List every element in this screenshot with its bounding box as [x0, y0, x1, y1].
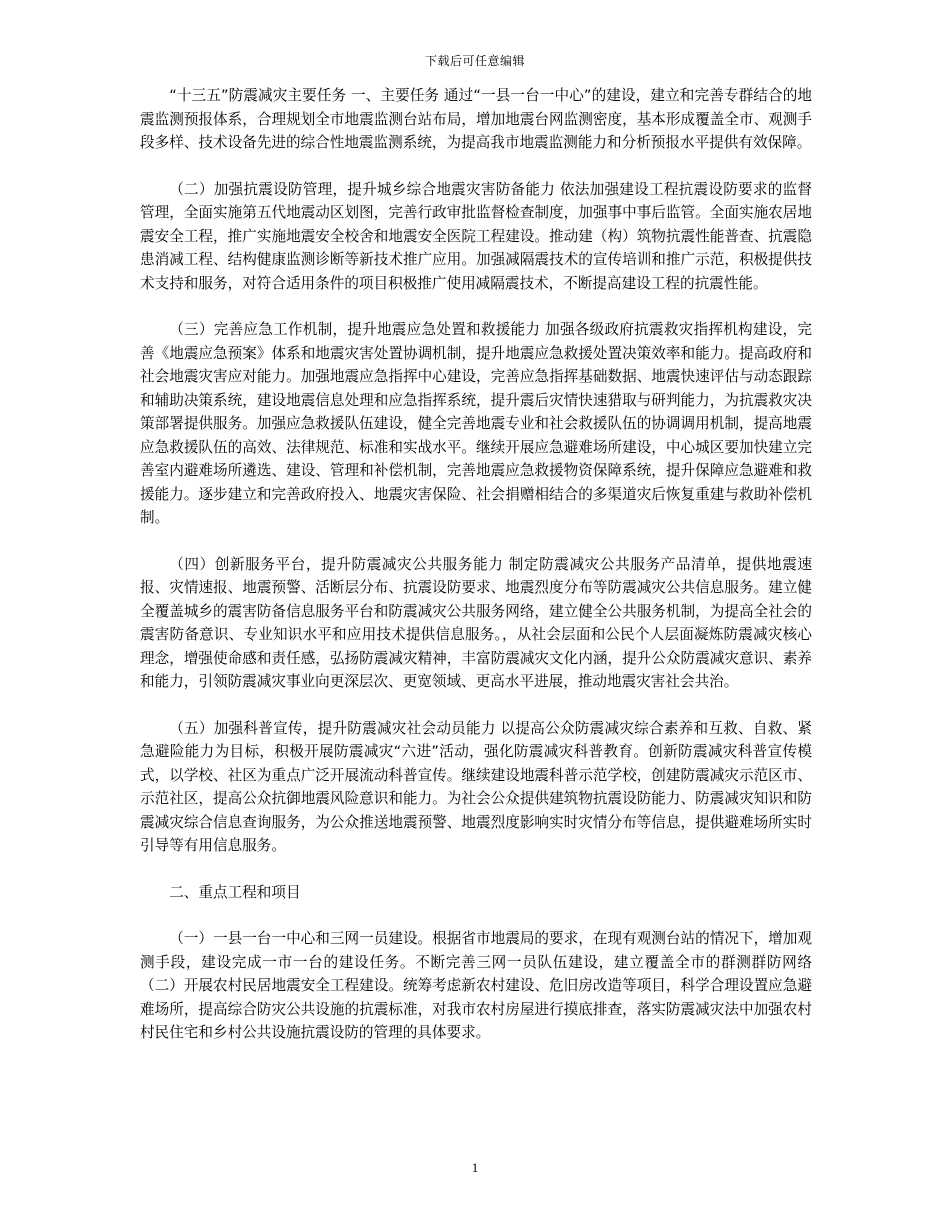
paragraph-service-platform: （四）创新服务平台，提升防震减灾公共服务能力 制定防震减灾公共服务产品清单，提供地震速报、灾情速报、地震预警、活断层分布、抗震设防要求、地震烈度分布等防震减灾公共信息服务。建立健全覆盖城乡的震害防备信息服务平台和防震减灾公共服务网络，建立健全公共服务机制，为提高全社会的震害防备意识、专业知识水平和应用技术提供信息服务。，从社会层面和公民个人层面凝炼防震减灾核心理念，增强使命感和责任感，弘扬防震减灾精神，丰富防震减灾文化内涵，提升公众防震减灾意识、素养和能力，引领防震减灾事业向更深层次、更宽领域、更高水平进展，推动地震灾害社会共治。	[140, 555, 812, 690]
paragraph-main-tasks: “十三五”防震减灾主要任务 一、主要任务 通过“一县一台一中心”的建设，建立和完善专群结合的地震监测预报体系，合理规划全市地震监测台站布局，增加地震台网监测密度，基本形成覆盖全市、观测手段多样、技术设备先进的综合性地震监测系统，为提高我市地震监测能力和分析预报水平提供有效保障。	[140, 87, 812, 151]
paragraph-key-projects: （一）一县一台一中心和三网一员建设。根据省市地震局的要求，在现有观测台站的情况下，增加观测手段，建设完成一市一台的建设任务。不断完善三网一员队伍建设，建立覆盖全市的群测群防网络 （二）开展农村民居地震安全工程建设。统筹考虑新农村建设、危旧房改造等项目，科学合理设置应急避难场所，提高综合防灾公共设施的抗震标准，对我市农村房屋进行摸底排查，落实防震减灾法中加强农村村民住宅和乡村公共设施抗震设防的管理的具体要求。	[140, 930, 812, 1041]
page-number: 1	[471, 1160, 479, 1175]
page-header: 下载后可任意编辑	[424, 54, 525, 68]
document-body	[140, 84, 812, 1068]
paragraph-seismic-fortification: （二）加强抗震设防管理，提升城乡综合地震灾害防备能力 依法加强建设工程抗震设防要求的监督管理，全面实施第五代地震动区划图，完善行政审批监督检查制度，加强事中事后监管。全面实施农居地震安全工程，推广实施地震安全校舍和地震安全医院工程建设。推动建（构）筑物抗震性能普查、抗震隐患消减工程、结构健康监测诊断等新技术推广应用。加强减隔震技术的宣传培训和推广示范，积极提供技术支持和服务，对符合适用条件的项目积极推广使用减隔震技术，不断提高建设工程的抗震性能。	[140, 180, 812, 292]
section-heading: 二、重点工程和项目	[169, 883, 301, 901]
paragraph-emergency-mechanism: （三）完善应急工作机制，提升地震应急处置和救援能力 加强各级政府抗震救灾指挥机构建设，完善《地震应急预案》体系和地震灾害处置协调机制，提升地震应急救援处置决策效率和能力。提高政府和社会地震灾害应对能力。加强地震应急指挥中心建设，完善应急指挥基础数据、地震快速评估与动态跟踪和辅助决策系统，建设地震信息处理和应急指挥系统，提升震后灾情快速猎取与研判能力，为抗震救灾决策部署提供服务。加强应急救援队伍建设，健全完善地震专业和社会救援队伍的协调调用机制，提高地震应急救援队伍的高效、法律规范、标准和实战水平。继续开展应急避难场所建设，中心城区要加快建立完善室内避难场所遴选、建设、管理和补偿机制，完善地震应急救援物资保障系统，提升保障应急避难和救援能力。逐步建立和完善政府投入、地震灾害保险、社会捐赠相结合的多渠道灾后恢复重建与救助补偿机制。	[140, 321, 812, 526]
paragraph-science-publicity: （五）加强科普宣传，提升防震减灾社会动员能力 以提高公众防震减灾综合素养和互救、自救、紧急避险能力为目标，积极开展防震减灾“六进”活动，强化防震减灾科普教育。创新防震减灾科普宣传模式，以学校、社区为重点广泛开展流动科普宣传。继续建设地震科普示范学校，创建防震减灾示范区市、示范社区，提高公众抗御地震风险意识和能力。为社会公众提供建筑物抗震设防能力、防震减灾知识和防震减灾综合信息查询服务，为公众推送地震预警、地震烈度影响实时灾情分布等信息，提供避难场所实时引导等有用信息服务。	[140, 719, 812, 854]
